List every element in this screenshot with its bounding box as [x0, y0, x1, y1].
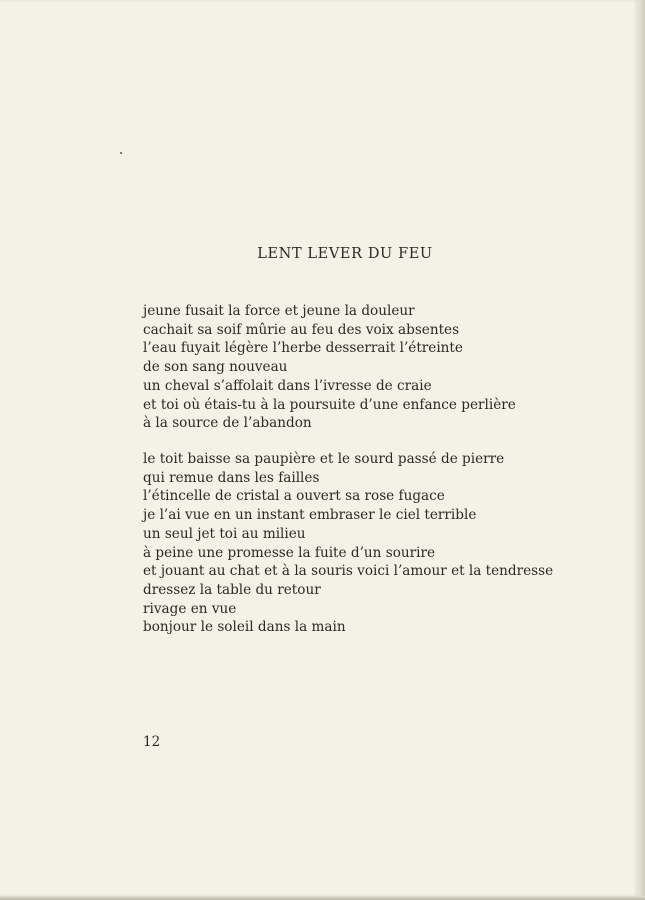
bottom-edge	[0, 896, 645, 900]
poem-line: un seul jet toi au milieu	[143, 525, 306, 542]
poem-line: dressez la table du retour	[143, 581, 321, 598]
poem-line: et jouant au chat et à la souris voici l’amour et la tendresse	[143, 563, 554, 580]
poem-line: à peine une promesse la fuite d’un sourire	[143, 544, 436, 561]
poem-line: et toi où étais-tu à la poursuite d’une enfance perlière	[143, 396, 516, 413]
page-number: 12	[143, 734, 161, 750]
poem-line: un cheval s’affolait dans l’ivresse de craie	[143, 377, 432, 394]
poem-line: à la source de l’abandon	[143, 415, 312, 432]
poem-line: cachait sa soif mûrie au feu des voix absentes	[143, 321, 460, 338]
poem-line: je l’ai vue en un instant embraser le ciel terrible	[143, 507, 477, 524]
paper-speck	[120, 152, 122, 154]
poem-line: jeune fusait la force et jeune la douleur	[143, 303, 415, 319]
poem-line: bonjour le soleil dans la main	[143, 619, 346, 636]
poem-line: le toit baisse sa paupière et le sourd passé de pierre	[143, 451, 505, 467]
stanza-1	[143, 302, 516, 433]
poem-title: LENT LEVER DU FEU	[257, 246, 433, 262]
poem-line: l’eau fuyait légère l’herbe desserrait l’étreinte	[143, 340, 463, 357]
page-edge	[638, 0, 645, 900]
poem-line: de son sang nouveau	[143, 359, 288, 376]
poem-line: l’étincelle de cristal a ouvert sa rose fugace	[143, 488, 445, 505]
poem-line: rivage en vue	[143, 600, 237, 617]
stanza-2	[143, 450, 553, 637]
poem-line: qui remue dans les failles	[143, 469, 320, 486]
